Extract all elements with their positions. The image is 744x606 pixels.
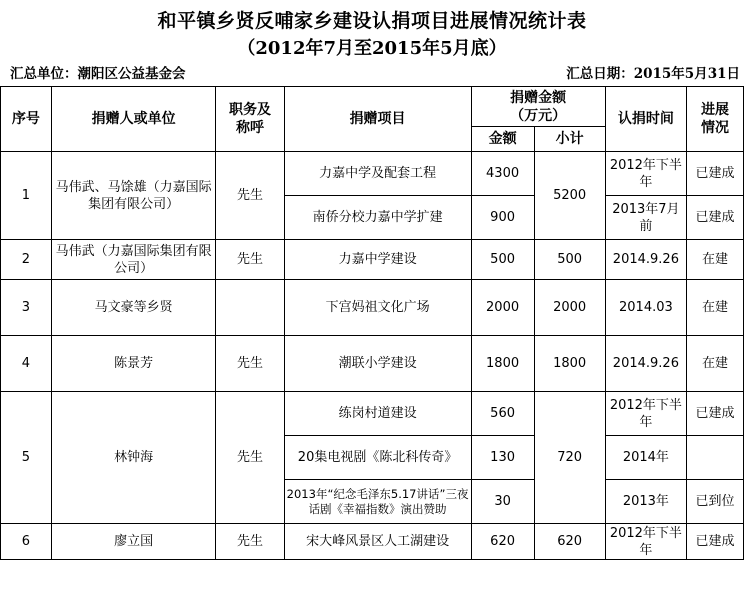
sheet-title: 和平镇乡贤反哺家乡建设认捐项目进展情况统计表	[157, 10, 587, 32]
table-row	[1, 392, 744, 436]
cell-pledge-time: 2014年	[605, 436, 686, 480]
header-seq: 序号	[1, 87, 52, 152]
cell-donor: 陈景芳	[51, 336, 216, 392]
header-row	[1, 87, 744, 127]
cell-seq: 3	[1, 280, 52, 336]
cell-amount: 620	[471, 524, 534, 560]
table-row	[1, 280, 744, 336]
table-row	[1, 524, 744, 560]
cell-title	[216, 280, 284, 336]
cell-project: 宋大峰风景区人工湖建设	[284, 524, 471, 560]
table-row	[1, 152, 744, 196]
cell-amount: 500	[471, 240, 534, 280]
stats-table	[0, 86, 744, 560]
header-pledge-time: 认捐时间	[605, 87, 686, 152]
cell-seq: 4	[1, 336, 52, 392]
cell-amount: 560	[471, 392, 534, 436]
cell-subtotal: 500	[534, 240, 605, 280]
cell-status: 在建	[687, 240, 744, 280]
table-row	[1, 240, 744, 280]
cell-subtotal: 720	[534, 392, 605, 524]
cell-amount: 1800	[471, 336, 534, 392]
cell-amount: 30	[471, 480, 534, 524]
cell-title: 先生	[216, 152, 284, 240]
cell-status	[687, 436, 744, 480]
cell-donor: 马文豪等乡贤	[51, 280, 216, 336]
header-amount-line2: （万元）	[510, 107, 567, 124]
cell-title: 先生	[216, 392, 284, 524]
header-status-line2: 情况	[701, 120, 730, 136]
cell-project: 力嘉中学建设	[284, 240, 471, 280]
header-subtotal: 小计	[534, 127, 605, 152]
header-title-line1: 职务及	[229, 102, 272, 118]
summary-unit: 汇总单位：潮阳区公益基金会	[10, 66, 186, 82]
cell-pledge-time: 2013年7月前	[605, 196, 686, 240]
cell-status: 已建成	[687, 392, 744, 436]
cell-status: 已建成	[687, 152, 744, 196]
cell-status: 已建成	[687, 196, 744, 240]
cell-seq: 1	[1, 152, 52, 240]
cell-project: 南侨分校力嘉中学扩建	[284, 196, 471, 240]
cell-donor: 马伟武（力嘉国际集团有限公司）	[51, 240, 216, 280]
cell-status: 在建	[687, 336, 744, 392]
cell-donor: 廖立国	[51, 524, 216, 560]
cell-seq: 6	[1, 524, 52, 560]
header-amount-group	[471, 87, 605, 127]
cell-seq: 2	[1, 240, 52, 280]
cell-amount: 130	[471, 436, 534, 480]
cell-project: 下宫妈祖文化广场	[284, 280, 471, 336]
header-amount-line1: 捐赠金额	[510, 89, 567, 106]
title-area	[0, 0, 744, 62]
cell-subtotal: 620	[534, 524, 605, 560]
cell-status: 已到位	[687, 480, 744, 524]
cell-pledge-time: 2014.03	[605, 280, 686, 336]
cell-seq: 5	[1, 392, 52, 524]
cell-pledge-time: 2012年下半年	[605, 392, 686, 436]
cell-title: 先生	[216, 240, 284, 280]
cell-project: 2013年“纪念毛泽东5.17讲话”三夜话剧《幸福指数》演出赞助	[284, 480, 471, 524]
cell-project: 20集电视剧《陈北科传奇》	[284, 436, 471, 480]
header-title-line2: 称呼	[236, 120, 265, 136]
cell-amount: 4300	[471, 152, 534, 196]
cell-subtotal: 1800	[534, 336, 605, 392]
cell-amount: 2000	[471, 280, 534, 336]
cell-donor: 马伟武、马馀雄（力嘉国际集团有限公司）	[51, 152, 216, 240]
cell-status: 在建	[687, 280, 744, 336]
cell-pledge-time: 2012年下半年	[605, 524, 686, 560]
cell-amount: 900	[471, 196, 534, 240]
summary-date: 汇总日期：2015年5月31日	[566, 66, 740, 82]
header-status	[687, 87, 744, 152]
header-status-line1: 进展	[701, 102, 730, 118]
cell-title: 先生	[216, 524, 284, 560]
cell-subtotal: 5200	[534, 152, 605, 240]
cell-status: 已建成	[687, 524, 744, 560]
cell-pledge-time: 2013年	[605, 480, 686, 524]
cell-project: 力嘉中学及配套工程	[284, 152, 471, 196]
cell-title: 先生	[216, 336, 284, 392]
header-donor: 捐赠人或单位	[51, 87, 216, 152]
cell-subtotal: 2000	[534, 280, 605, 336]
cell-pledge-time: 2014.9.26	[605, 336, 686, 392]
cell-project: 练岗村道建设	[284, 392, 471, 436]
header-project: 捐赠项目	[284, 87, 471, 152]
table-row	[1, 336, 744, 392]
header-amount: 金额	[471, 127, 534, 152]
header-title	[216, 87, 284, 152]
sheet-subtitle: （2012年7月至2015年5月底）	[237, 38, 507, 59]
cell-pledge-time: 2012年下半年	[605, 152, 686, 196]
cell-project: 潮联小学建设	[284, 336, 471, 392]
cell-donor: 林钟海	[51, 392, 216, 524]
cell-pledge-time: 2014.9.26	[605, 240, 686, 280]
